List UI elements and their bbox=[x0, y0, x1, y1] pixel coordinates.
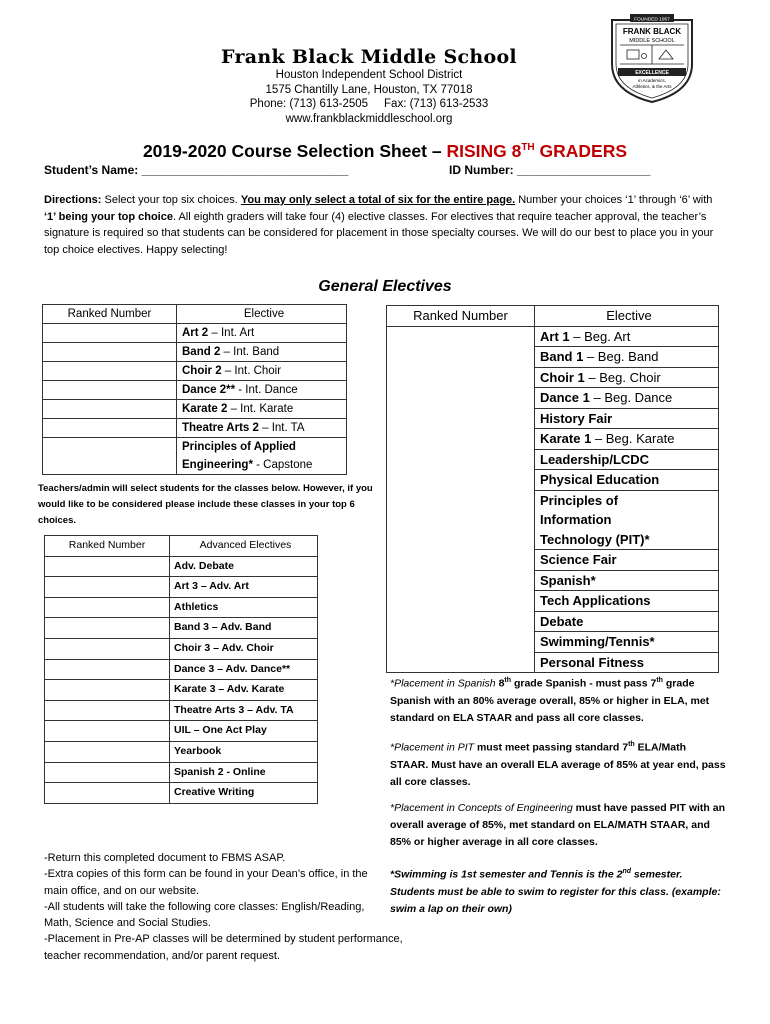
table-header-ranked: Ranked Number bbox=[387, 306, 535, 327]
school-name: Frank Black Middle School bbox=[221, 46, 517, 68]
district-line: Houston Independent School District bbox=[275, 69, 463, 81]
student-name-field[interactable]: Student’s Name: _______________________________ bbox=[44, 163, 349, 177]
table-row: Creative Writing bbox=[170, 783, 318, 804]
table-row: Tech Applications bbox=[535, 591, 719, 612]
table-row: Dance 2** - Int. Dance bbox=[177, 381, 347, 400]
table-header-advanced: Advanced Electives bbox=[170, 536, 318, 557]
svg-text:Athletics, & the Arts: Athletics, & the Arts bbox=[632, 84, 672, 89]
rank-input-cell[interactable] bbox=[45, 783, 170, 804]
title-rising: RISING 8 bbox=[446, 141, 522, 161]
table-row: Dance 1 – Beg. Dance bbox=[535, 388, 719, 409]
table-row: Band 2 – Int. Band bbox=[177, 343, 347, 362]
title-superscript: TH bbox=[521, 142, 535, 154]
rank-input-cell[interactable] bbox=[45, 762, 170, 783]
rank-input-cell[interactable] bbox=[45, 659, 170, 680]
table-row: Band 3 – Adv. Band bbox=[170, 618, 318, 639]
id-number-field[interactable]: ID Number: ____________________ bbox=[449, 163, 651, 177]
table-row: Swimming/Tennis* bbox=[535, 632, 719, 653]
rank-input-cell[interactable] bbox=[43, 362, 177, 381]
svg-text:MIDDLE SCHOOL: MIDDLE SCHOOL bbox=[629, 38, 675, 44]
rank-input-cell[interactable] bbox=[43, 343, 177, 362]
rank-input-cell[interactable] bbox=[43, 324, 177, 343]
table-row: Choir 2 – Int. Choir bbox=[177, 362, 347, 381]
table-row: Karate 1 – Beg. Karate bbox=[535, 429, 719, 450]
phone-fax-line: Phone: (713) 613-2505 Fax: (713) 613-2533 bbox=[249, 98, 489, 110]
pit-placement-note: *Placement in PIT must meet passing standard 7th ELA/Math STAAR. Must have an overall ELA average of 85% at year end, pass all core classes. bbox=[390, 741, 726, 788]
rank-input-cell[interactable] bbox=[45, 638, 170, 659]
website-line: www.frankblackmiddleschool.org bbox=[285, 112, 453, 125]
rank-input-cell[interactable] bbox=[45, 680, 170, 701]
svg-text:FOUNDED 1957: FOUNDED 1957 bbox=[634, 17, 670, 23]
rank-input-cell[interactable] bbox=[45, 741, 170, 762]
directions-paragraph: Directions: Select your top six choices. You may only select a total of six for the entire page. Number your choices ‘1’ through ‘6’ with ‘1’ being your top choice. All eighth graders will take four (4) elective classes. For electives that require teacher approval, the teacher’s signature is required so that students can be considered for placement in those specialty courses. We will do our best to place you in your top choice electives. Happy selecting! bbox=[44, 194, 714, 256]
title-main: 2019-2020 Course Selection Sheet – bbox=[142, 141, 447, 161]
table-row: Karate 2 – Int. Karate bbox=[177, 400, 347, 419]
table-row: Theatre Arts 2 – Int. TA bbox=[177, 419, 347, 438]
table-row: Band 1 – Beg. Band bbox=[535, 347, 719, 368]
rank-input-cell[interactable] bbox=[45, 721, 170, 742]
table-row: Karate 3 – Adv. Karate bbox=[170, 680, 318, 701]
table-row: Personal Fitness bbox=[535, 652, 719, 673]
address-line: 1575 Chantilly Lane, Houston, TX 77018 bbox=[265, 83, 473, 96]
table-row: Spanish 2 - Online bbox=[170, 762, 318, 783]
table-row: Choir 3 – Adv. Choir bbox=[170, 638, 318, 659]
rank-input-cell[interactable] bbox=[43, 400, 177, 419]
table-row: Yearbook bbox=[170, 741, 318, 762]
table-row: Athletics bbox=[170, 597, 318, 618]
rank-input-cell[interactable] bbox=[45, 577, 170, 598]
intermediate-electives-table bbox=[42, 304, 347, 475]
student-info-fields bbox=[44, 163, 724, 177]
table-row: History Fair bbox=[535, 408, 719, 429]
table-row: Art 3 – Adv. Art bbox=[170, 577, 318, 598]
teacher-selection-note: Teachers/admin will select students for the classes below. However, if you would like to be considered please include these classes in your top 6 choices. bbox=[38, 483, 373, 526]
table-row: Principles of Applied Engineering* - Capstone bbox=[177, 438, 347, 475]
table-row: Science Fair bbox=[535, 550, 719, 571]
table-row: Spanish* bbox=[535, 570, 719, 591]
school-crest-logo bbox=[604, 12, 700, 104]
table-row: Leadership/LCDC bbox=[535, 449, 719, 470]
table-row: Debate bbox=[535, 611, 719, 632]
sheet-title bbox=[0, 141, 770, 162]
footer-notes: -Return this completed document to FBMS ASAP. -Extra copies of this form can be found in your Dean’s office, in the main office, and on our website. -All students will take the following core classes: English/Reading, Math, Science and Social Studies. -Placement in Pre-AP classes will be determined by student performance, teacher recommendation, and/or parent request. bbox=[44, 852, 403, 962]
table-row: Choir 1 – Beg. Choir bbox=[535, 367, 719, 388]
table-header-ranked: Ranked Number bbox=[45, 536, 170, 557]
table-header-elective: Elective bbox=[177, 305, 347, 324]
table-row: Principles of Information Technology (PIT)* bbox=[535, 490, 719, 550]
svg-text:EXCELLENCE: EXCELLENCE bbox=[635, 70, 669, 77]
directions-label: Directions: bbox=[44, 194, 102, 206]
table-row: Art 2 – Int. Art bbox=[177, 324, 347, 343]
rank-input-cell[interactable] bbox=[43, 419, 177, 438]
table-row: Physical Education bbox=[535, 470, 719, 491]
table-row: Art 1 – Beg. Art bbox=[535, 326, 719, 347]
engineering-placement-note: *Placement in Concepts of Engineering must have passed PIT with an overall average of 85%, met standard on ELA/MATH STAAR, and 85% or higher average in all core classes. bbox=[390, 802, 725, 848]
rank-input-cell[interactable] bbox=[45, 556, 170, 577]
beginning-electives-table bbox=[386, 305, 719, 673]
general-electives-heading: General Electives bbox=[318, 278, 452, 295]
svg-text:FRANK BLACK: FRANK BLACK bbox=[622, 27, 682, 36]
rank-input-cell[interactable] bbox=[43, 438, 177, 475]
rank-input-cell[interactable] bbox=[45, 597, 170, 618]
table-row: Theatre Arts 3 – Adv. TA bbox=[170, 700, 318, 721]
rank-input-cell[interactable] bbox=[45, 700, 170, 721]
advanced-electives-table bbox=[44, 535, 318, 804]
title-graders: GRADERS bbox=[534, 141, 628, 161]
table-row: UIL – One Act Play bbox=[170, 721, 318, 742]
rank-input-cell[interactable] bbox=[387, 326, 535, 673]
rank-input-cell[interactable] bbox=[45, 618, 170, 639]
spanish-placement-note: *Placement in Spanish 8th grade Spanish - must pass 7th grade Spanish with an 80% average overall, 85% or higher in ELA, met standard on ELA STAAR and pass all core classes. bbox=[390, 677, 710, 724]
table-header-elective: Elective bbox=[535, 306, 719, 327]
directions-limit-text: You may only select a total of six for the entire page. bbox=[240, 194, 516, 206]
table-header-ranked: Ranked Number bbox=[43, 305, 177, 324]
rank-input-cell[interactable] bbox=[43, 381, 177, 400]
svg-text:in Academics,: in Academics, bbox=[638, 78, 666, 83]
table-row: Dance 3 – Adv. Dance** bbox=[170, 659, 318, 680]
table-row: Adv. Debate bbox=[170, 556, 318, 577]
swimming-tennis-note: *Swimming is 1st semester and Tennis is the 2nd semester. Students must be able to swim to register for this class. (example: swim a lap on their own) bbox=[390, 868, 721, 915]
